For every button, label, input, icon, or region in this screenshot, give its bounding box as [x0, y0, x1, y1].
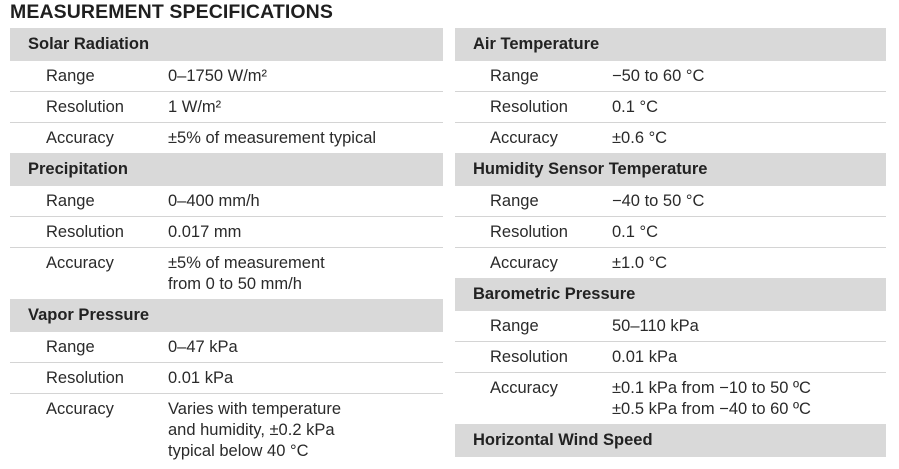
spec-label: Range	[46, 337, 95, 356]
spec-value: ±0.1 kPa from −10 to 50 ºC ±0.5 kPa from −40 to 60 ºC	[612, 379, 811, 418]
spec-row	[10, 394, 443, 466]
spec-label: Accuracy	[490, 253, 558, 272]
section-header: Humidity Sensor Temperature	[455, 153, 886, 186]
spec-label: Range	[490, 316, 539, 335]
section-barometric-pressure	[455, 278, 886, 424]
spec-row	[10, 186, 443, 217]
spec-row	[455, 342, 886, 373]
spec-value: 0–1750 W/m²	[168, 66, 268, 85]
section-humidity-sensor-temperature	[455, 153, 886, 278]
spec-value: 0.01 kPa	[612, 347, 678, 366]
spec-label: Accuracy	[490, 379, 558, 397]
spec-value: ±5% of measurement typical	[168, 128, 377, 147]
section-header: Precipitation	[10, 153, 443, 186]
right-column	[455, 28, 886, 457]
spec-row	[455, 248, 886, 278]
section-air-temperature	[455, 28, 886, 153]
spec-label: Resolution	[46, 368, 124, 387]
spec-row	[455, 373, 886, 424]
spec-label: Resolution	[490, 222, 568, 241]
spec-row	[10, 248, 443, 299]
section-vapor-pressure	[10, 299, 443, 466]
spec-label: Accuracy	[46, 128, 114, 147]
section-header: Air Temperature	[455, 28, 886, 61]
spec-value: 0–400 mm/h	[168, 191, 260, 210]
section-horizontal-wind-speed	[455, 424, 886, 457]
section-header: Horizontal Wind Speed	[455, 424, 886, 457]
spec-row	[10, 363, 443, 394]
spec-label: Resolution	[46, 97, 124, 116]
spec-value: ±0.6 °C	[612, 128, 668, 147]
spec-value: 0.017 mm	[168, 222, 242, 241]
spec-value: 1 W/m²	[168, 97, 222, 116]
section-header: Vapor Pressure	[10, 299, 443, 332]
spec-value: −50 to 60 °C	[612, 66, 705, 85]
spec-label: Resolution	[490, 347, 568, 366]
spec-value: 0.01 kPa	[168, 368, 234, 387]
spec-label: Range	[490, 191, 539, 210]
spec-label: Resolution	[490, 97, 568, 116]
spec-row	[455, 123, 886, 153]
spec-row	[10, 123, 443, 153]
section-header: Solar Radiation	[10, 28, 443, 61]
spec-row	[10, 92, 443, 123]
spec-value: 50–110 kPa	[612, 316, 699, 335]
spec-value: 0.1 °C	[612, 97, 659, 116]
spec-row	[10, 332, 443, 363]
section-solar-radiation	[10, 28, 443, 153]
spec-label: Accuracy	[46, 400, 114, 418]
spec-row	[10, 61, 443, 92]
spec-value: 0.1 °C	[612, 222, 659, 241]
spec-row	[10, 217, 443, 248]
spec-label: Accuracy	[46, 254, 114, 272]
spec-label: Range	[46, 66, 95, 85]
page-title: MEASUREMENT SPECIFICATIONS	[10, 1, 333, 23]
spec-row	[455, 92, 886, 123]
spec-value: −40 to 50 °C	[612, 191, 705, 210]
spec-label: Range	[490, 66, 539, 85]
spec-row	[455, 61, 886, 92]
spec-row	[455, 311, 886, 342]
section-precipitation	[10, 153, 443, 299]
spec-value: ±1.0 °C	[612, 253, 668, 272]
spec-value: 0–47 kPa	[168, 337, 238, 356]
left-column	[10, 28, 443, 466]
section-header: Barometric Pressure	[455, 278, 886, 311]
spec-value: Varies with temperature and humidity, ±0.2 kPa typical below 40 °C	[168, 400, 342, 460]
spec-label: Range	[46, 191, 95, 210]
spec-label: Resolution	[46, 222, 124, 241]
spec-label: Accuracy	[490, 128, 558, 147]
spec-value: ±5% of measurement from 0 to 50 mm/h	[168, 254, 325, 293]
spec-row	[455, 186, 886, 217]
spec-row	[455, 217, 886, 248]
